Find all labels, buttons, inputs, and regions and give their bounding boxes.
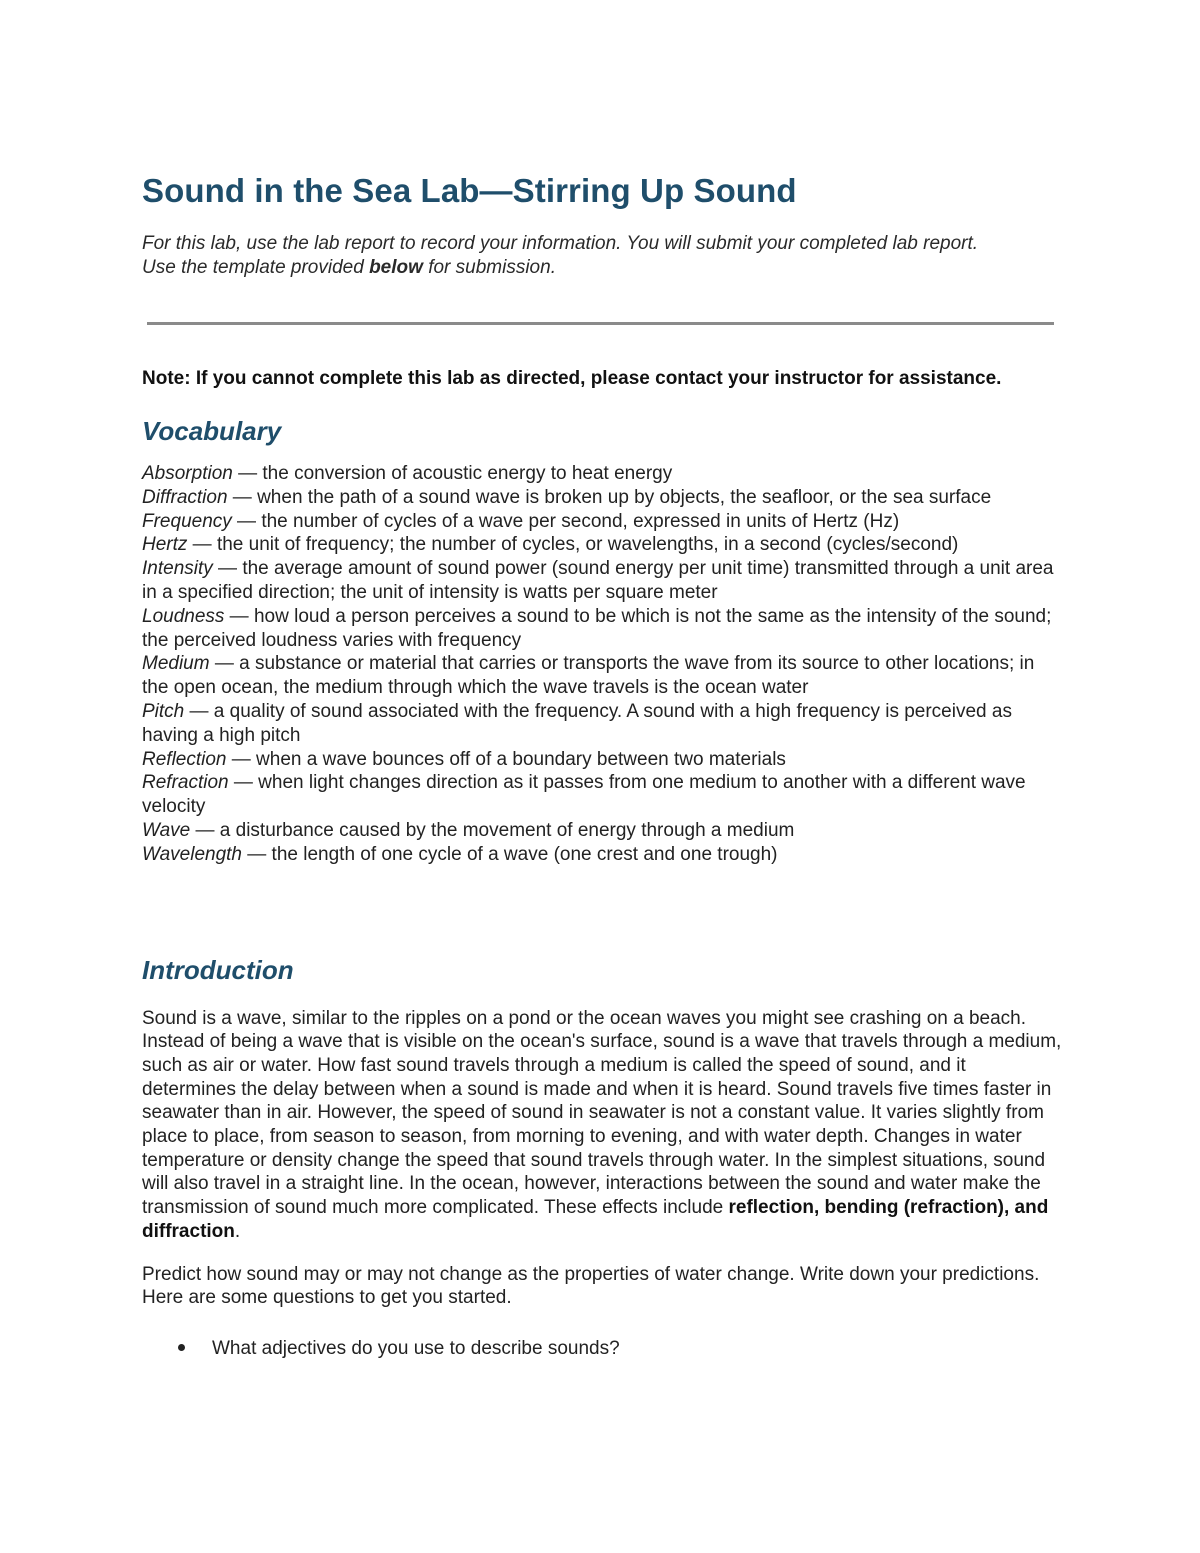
vocabulary-term: Frequency [142, 510, 232, 532]
introduction-heading: Introduction [142, 954, 294, 985]
page-title: Sound in the Sea Lab—Stirring Up Sound [142, 172, 797, 209]
instructions-line-2-prefix: Use the template provided [142, 257, 370, 278]
vocabulary-entry [142, 557, 1062, 605]
vocabulary-definition: — when the path of a sound wave is broken up by objects, the seafloor, or the sea surface [227, 486, 992, 508]
vocabulary-entry [142, 462, 1062, 486]
vocabulary-definition: — the conversion of acoustic energy to heat energy [232, 463, 673, 484]
vocabulary-entry [142, 700, 1062, 748]
vocabulary-definition: — when light changes direction as it passes from one medium to another with a different wave velocity [142, 772, 1026, 818]
bullet-icon [178, 1344, 185, 1351]
vocabulary-entry [142, 771, 1062, 819]
predict-paragraph: Predict how sound may or may not change as the properties of water change. Write down your predictions. Here are some questions to get you started. [142, 1263, 1040, 1309]
vocabulary-definition: — the number of cycles of a wave per second, expressed in units of Hertz (Hz) [231, 510, 900, 532]
vocabulary-definition: — a disturbance caused by the movement of energy through a medium [190, 819, 795, 841]
vocabulary-definition: — a substance or material that carries or transports the wave from its source to other locations; in the open ocean, the medium through which the wave travels is the ocean water [142, 653, 1035, 699]
vocabulary-definition: — how loud a person perceives a sound to be which is not the same as the intensity of the sound; the perceived loudness varies with frequency [142, 605, 1052, 651]
question-list [178, 1337, 1062, 1361]
introduction-paragraph-bold: reflection, bending (refraction), and diffraction [142, 1197, 1049, 1242]
vocabulary-term: Diffraction [142, 486, 228, 508]
vocabulary-term: Refraction [142, 772, 229, 794]
vocabulary-entry [142, 652, 1062, 700]
introduction-paragraph-text: Sound is a wave, similar to the ripples on a pond or the ocean waves you might see crashing on a beach. Instead of being a wave that is visible on the ocean's surface, sound is a wave that travels through a medium, such as air or water. How fast sound travels through a medium is called the speed of sound, and it determines the delay between when a sound is made and when it is heard. Sound travels five times faster in seawater than in air. However, the speed of sound in seawater is not a constant value. It varies slightly from place to place, from season to season, from morning to evening, and with water depth. Changes in water temperature or density change the speed that sound travels through water. In the simplest situations, sound will also travel in a straight line. In the ocean, however, interactions between the sound and water make the transmission of sound much more complicated. These effects include [142, 1007, 1062, 1219]
vocabulary-list [142, 462, 1062, 867]
vocabulary-heading: Vocabulary [142, 416, 282, 446]
vocabulary-definition: — the unit of frequency; the number of cycles, or wavelengths, in a second (cycles/second) [187, 534, 959, 556]
vocabulary-term: Absorption [142, 463, 233, 484]
vocabulary-term: Wave [142, 819, 191, 841]
instructions [142, 232, 1062, 280]
instructions-line-2 [142, 256, 1062, 280]
document-page [142, 170, 1062, 1361]
vocabulary-definition: — when a wave bounces off of a boundary between two materials [226, 748, 786, 770]
vocabulary-entry [142, 486, 1062, 510]
vocabulary-entry [142, 533, 1062, 557]
list-item [178, 1337, 1062, 1361]
note: Note: If you cannot complete this lab as directed, please contact your instructor for assistance. [142, 368, 1002, 389]
vocabulary-term: Medium [142, 653, 210, 675]
instructions-line-2-bold: below [369, 257, 423, 278]
instructions-line-2-suffix: for submission. [422, 257, 556, 278]
vocabulary-term: Loudness [142, 605, 225, 627]
introduction-paragraph-end: . [234, 1220, 241, 1242]
vocabulary-entry [142, 819, 1062, 843]
vocabulary-term: Hertz [142, 534, 188, 556]
vocabulary-term: Intensity [142, 558, 213, 580]
vocabulary-entry [142, 748, 1062, 772]
horizontal-divider [147, 322, 1054, 325]
vocabulary-definition: — the average amount of sound power (sound energy per unit time) transmitted through a unit area in a specified direction; the unit of intensity is watts per square meter [142, 558, 1054, 603]
list-item-text: What adjectives do you use to describe sounds? [212, 1337, 620, 1359]
vocabulary-term: Reflection [142, 748, 227, 770]
vocabulary-term: Wavelength [142, 843, 242, 865]
vocabulary-definition: — the length of one cycle of a wave (one crest and one trough) [242, 843, 778, 865]
vocabulary-entry [142, 605, 1062, 653]
vocabulary-definition: — a quality of sound associated with the frequency. A sound with a high frequency is perceived as having a high pitch [142, 700, 1012, 746]
introduction-paragraph [142, 1007, 1062, 1244]
vocabulary-entry [142, 510, 1062, 534]
vocabulary-term: Pitch [142, 700, 185, 722]
instructions-line-1: For this lab, use the lab report to record your information. You will submit your completed lab report. [142, 233, 979, 254]
vocabulary-entry [142, 843, 1062, 867]
